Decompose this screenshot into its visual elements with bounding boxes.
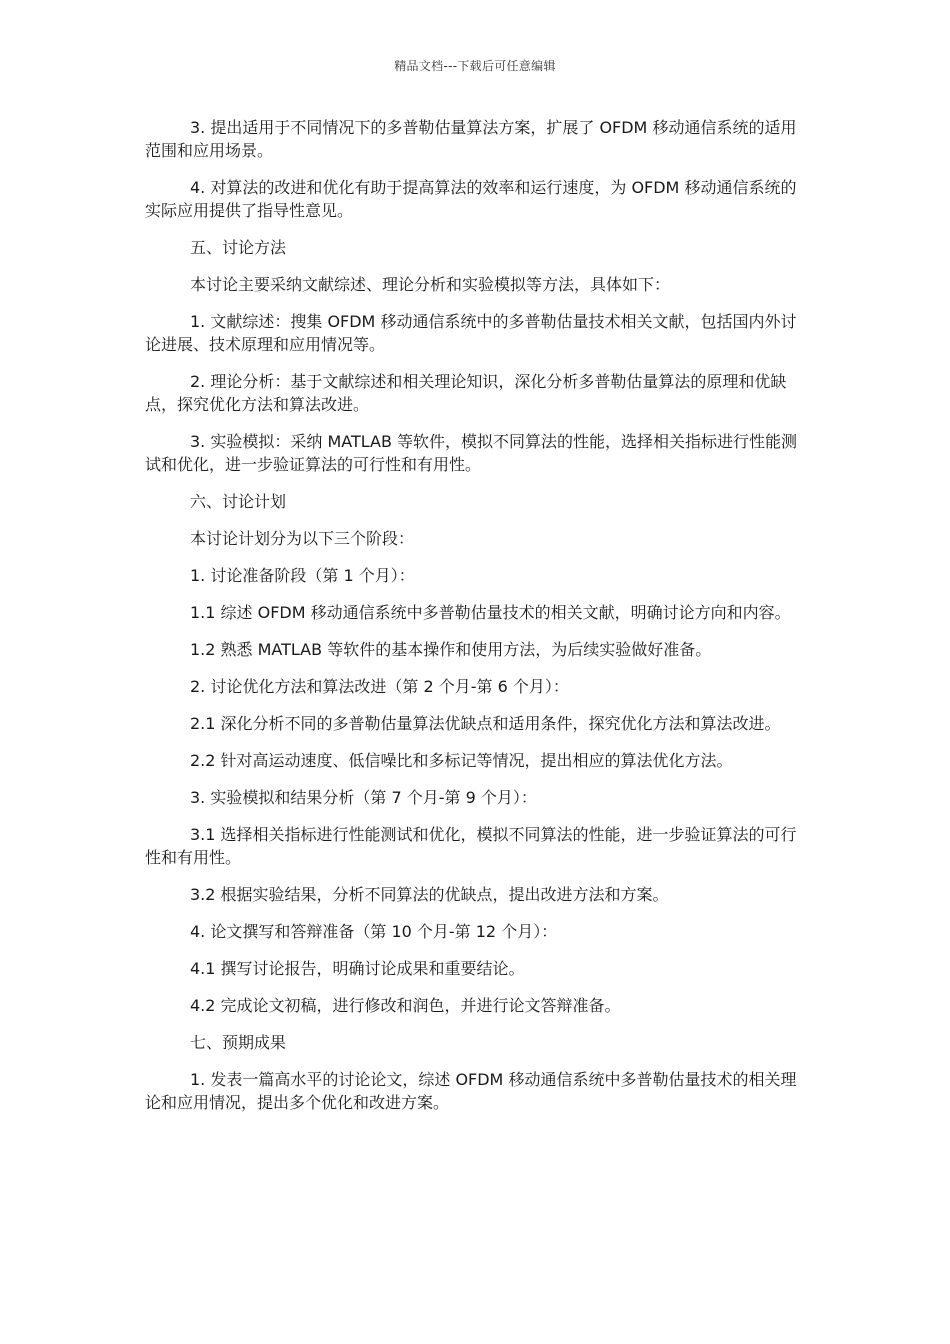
- section-heading: 五、讨论方法: [190, 238, 287, 257]
- paragraph: 3. 实验模拟和结果分析（第 7 个月-第 9 个月）：: [190, 788, 537, 807]
- paragraph: 3. 实验模拟：采纳 MATLAB 等软件，模拟不同算法的性能，选择相关指标进行性能测试和优化，进一步验证算法的可行性和有用性。: [145, 432, 798, 474]
- paragraph: 1. 讨论准备阶段（第 1 个月）：: [190, 566, 415, 585]
- paragraph: 4. 论文撰写和答辩准备（第 10 个月-第 12 个月）：: [190, 922, 558, 941]
- paragraph: 1. 文献综述：搜集 OFDM 移动通信系统中的多普勒估量技术相关文献，包括国内外讨论进展、技术原理和应用情况等。: [145, 312, 797, 354]
- paragraph: 3. 提出适用于不同情况下的多普勒估量算法方案，扩展了 OFDM 移动通信系统的适用范围和应用场景。: [145, 118, 797, 160]
- paragraph: 4.2 完成论文初稿，进行修改和润色，并进行论文答辩准备。: [190, 996, 621, 1015]
- paragraph: 1.1 综述 OFDM 移动通信系统中多普勒估量技术的相关文献，明确讨论方向和内容。: [190, 603, 791, 622]
- paragraph: 4. 对算法的改进和优化有助于提高算法的效率和运行速度，为 OFDM 移动通信系统的实际应用提供了指导性意见。: [145, 178, 797, 220]
- paragraph: 2.2 针对高运动速度、低信噪比和多标记等情况，提出相应的算法优化方法。: [190, 751, 733, 770]
- paragraph: 2.1 深化分析不同的多普勒估量算法优缺点和适用条件，探究优化方法和算法改进。: [190, 714, 781, 733]
- paragraph: 1. 发表一篇高水平的讨论论文，综述 OFDM 移动通信系统中多普勒估量技术的相关理论和应用情况，提出多个优化和改进方案。: [145, 1070, 797, 1112]
- paragraph: 本讨论计划分为以下三个阶段：: [190, 529, 415, 548]
- paragraph: 1.2 熟悉 MATLAB 等软件的基本操作和使用方法，为后续实验做好准备。: [190, 640, 712, 659]
- section-heading: 六、讨论计划: [190, 492, 287, 511]
- document-body: [145, 116, 805, 1128]
- paragraph: 本讨论主要采纳文献综述、理论分析和实验模拟等方法，具体如下：: [190, 275, 671, 294]
- paragraph: 2. 理论分析：基于文献综述和相关理论知识，深化分析多普勒估量算法的原理和优缺点，探究优化方法和算法改进。: [145, 372, 787, 414]
- section-heading: 七、预期成果: [190, 1033, 287, 1052]
- paragraph: 3.2 根据实验结果，分析不同算法的优缺点，提出改进方法和方案。: [190, 885, 669, 904]
- paragraph: 4.1 撰写讨论报告，明确讨论成果和重要结论。: [190, 959, 525, 978]
- paragraph: 3.1 选择相关指标进行性能测试和优化，模拟不同算法的性能，进一步验证算法的可行性和有用性。: [145, 825, 797, 867]
- page-header: 精品文档---下载后可任意编辑: [394, 59, 556, 73]
- paragraph: 2. 讨论优化方法和算法改进（第 2 个月-第 6 个月）：: [190, 677, 569, 696]
